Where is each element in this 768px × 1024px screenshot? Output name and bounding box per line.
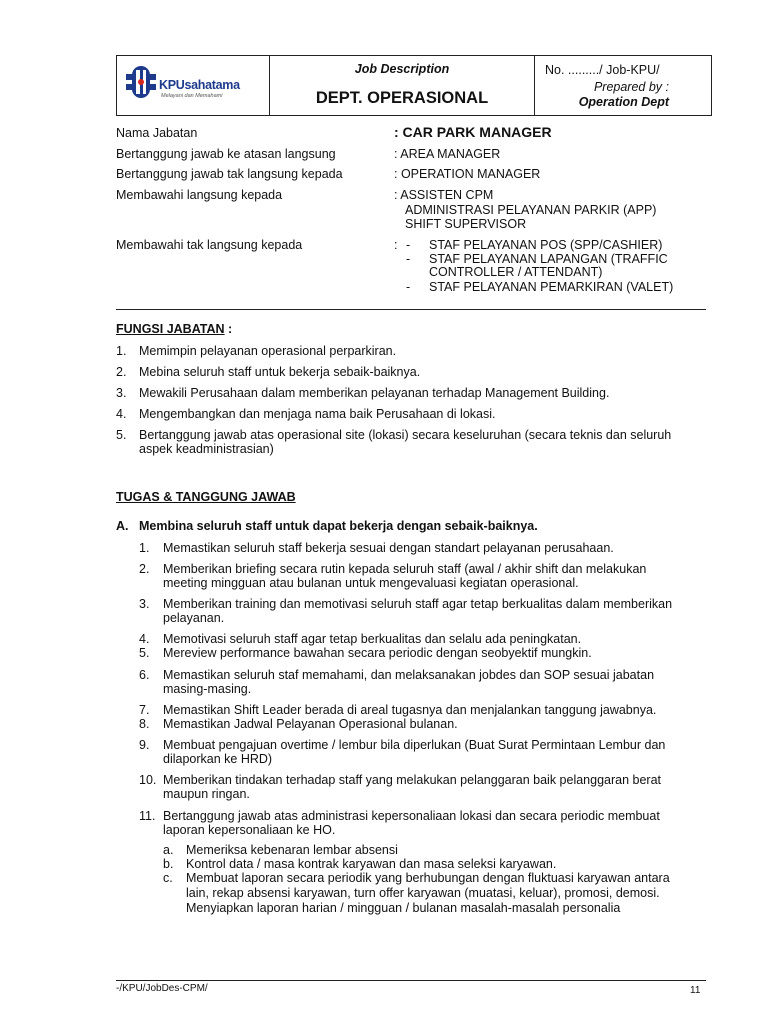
list-number: 3. [139,597,150,611]
bullet: - [406,238,411,252]
bullet: - [406,252,411,266]
atasan-value: : AREA MANAGER [394,147,501,161]
membawahi-tak-label: Membawahi tak langsung kepada [116,238,303,252]
list-item: meeting mingguan atau bulanan untuk mengevaluasi kegiatan operasional. [163,576,579,590]
sub-item: lain, rekap absensi karyawan, turn offer karyawan (muatasi, keluar), promosi, demosi. [186,886,660,900]
list-item: Memimpin pelayanan operasional perparkiran. [139,344,397,358]
sub-item: Memeriksa kebenaran lembar absensi [186,843,398,857]
list-item: Mengembangkan dan menjaga nama baik Perusahaan di lokasi. [139,407,496,421]
fungsi-heading [116,322,232,337]
membawahi-tak-colon: : [394,238,398,252]
membawahi-value: ADMINISTRASI PELAYANAN PARKIR (APP) [405,203,657,217]
kpu-logo-icon [126,64,156,100]
fungsi-colon: : [224,322,233,336]
list-number: 2. [116,365,127,379]
section-a-title: Membina seluruh staff untuk dapat bekerja dengan sebaik-baiknya. [139,519,538,533]
doc-number: No. ........./ Job-KPU/ [545,63,660,77]
section-a-letter: A. [116,519,129,533]
tugas-title: TUGAS & TANGGUNG JAWAB [116,490,296,504]
prepared-label: Prepared by : [593,80,669,94]
sub-letter: c. [163,871,173,885]
atasan-label: Bertanggung jawab ke atasan langsung [116,147,336,161]
document-header [116,55,712,116]
list-item: Mewakili Perusahaan dalam memberikan pelayanan terhadap Management Building. [139,386,610,400]
list-number: 2. [139,562,150,576]
membawahi-tak-value: STAF PELAYANAN PEMARKIRAN (VALET) [429,280,674,294]
list-item: laporan kepersonaliaan ke HO. [163,823,336,837]
list-number: 9. [139,738,150,752]
list-item: Memastikan Shift Leader berada di areal tugasnya dan menjalankan tanggung jawabnya. [163,703,657,717]
doc-type: Job Description [354,62,450,76]
list-number: 3. [116,386,127,400]
footer-divider [116,980,706,981]
list-item: Mebina seluruh staff untuk bekerja sebaik-baiknya. [139,365,421,379]
list-item: dilaporkan ke HRD) [163,752,273,766]
doc-info-cell [535,56,711,115]
list-number: 4. [116,407,127,421]
logo-tagline: Melayani dan Memahami [161,93,223,99]
list-item: aspek keadministrasian) [139,442,274,456]
list-item: Bertanggung jawab atas operasional site (lokasi) secara keseluruhan (secara teknis dan seluruh [139,428,672,442]
list-item: Mereview performance bawahan secara periodic dengan seobyektif mungkin. [163,646,592,660]
list-item: masing-masing. [163,682,252,696]
list-number: 8. [139,717,150,731]
membawahi-value: SHIFT SUPERVISOR [405,217,527,231]
sub-letter: a. [163,843,174,857]
membawahi-value: : ASSISTEN CPM [394,188,494,202]
footer-ref: -/KPU/JobDes-CPM/ [116,983,208,994]
bullet: - [406,280,411,294]
list-number: 1. [139,541,150,555]
list-item: Bertanggung jawab atas administrasi kepersonaliaan lokasi dan secara periodic membuat [163,809,660,823]
list-item: Memastikan seluruh staf memahami, dan melaksanakan jobdes dan SOP sesuai jabatan [163,668,655,682]
fungsi-title: FUNGSI JABATAN [116,322,225,336]
list-item: maupun ringan. [163,787,250,801]
list-item: pelayanan. [163,611,225,625]
list-item: Memastikan Jadwal Pelayanan Operasional bulanan. [163,717,458,731]
sub-item: Membuat laporan secara periodik yang berhubungan dengan fluktuasi karyawan antara [186,871,670,885]
list-number: 7. [139,703,150,717]
list-number: 1. [116,344,127,358]
list-item: Memberikan briefing secara rutin kepada seluruh staff (awal / akhir shift dan melakukan [163,562,647,576]
sub-item: Menyiapkan laporan harian / mingguan / bulanan masalah-masalah personalia [186,901,621,915]
membawahi-label: Membawahi langsung kepada [116,188,283,202]
list-item: Memotivasi seluruh staff agar tetap berkualitas dan selalu ada peningkatan. [163,632,582,646]
membawahi-tak-value: CONTROLLER / ATTENDANT) [429,265,603,279]
list-number: 5. [116,428,127,442]
list-item: Memastikan seluruh staff bekerja sesuai dengan standart pelayanan perusahaan. [163,541,614,555]
jabatan-value: : CAR PARK MANAGER [394,124,552,140]
dept-title: DEPT. OPERASIONAL [315,89,489,107]
section-divider [116,309,706,310]
jabatan-label: Nama Jabatan [116,126,198,140]
logo-cell [117,56,270,115]
list-item: Membuat pengajuan overtime / lembur bila diperlukan (Buat Surat Permintaan Lembur dan [163,738,666,752]
membawahi-tak-value: STAF PELAYANAN POS (SPP/CASHIER) [429,238,663,252]
list-number: 6. [139,668,150,682]
logo-name: KPUsahatama [159,78,240,92]
tak-langsung-value: : OPERATION MANAGER [394,167,541,181]
list-number: 4. [139,632,150,646]
membawahi-tak-value: STAF PELAYANAN LAPANGAN (TRAFFIC [429,252,668,266]
sub-item: Kontrol data / masa kontrak karyawan dan masa seleksi karyawan. [186,857,557,871]
list-number: 5. [139,646,150,660]
sub-letter: b. [163,857,174,871]
page-number: 11 [690,985,701,996]
title-cell [270,56,535,115]
list-number: 11. [139,809,156,823]
prepared-value: Operation Dept [578,95,669,109]
list-item: Memberikan tindakan terhadap staff yang melakukan pelanggaran baik pelanggaran berat [163,773,662,787]
list-number: 10. [139,773,157,787]
tak-langsung-label: Bertanggung jawab tak langsung kepada [116,167,343,181]
list-item: Memberikan training dan memotivasi seluruh staff agar tetap berkualitas dalam memberikan [163,597,673,611]
